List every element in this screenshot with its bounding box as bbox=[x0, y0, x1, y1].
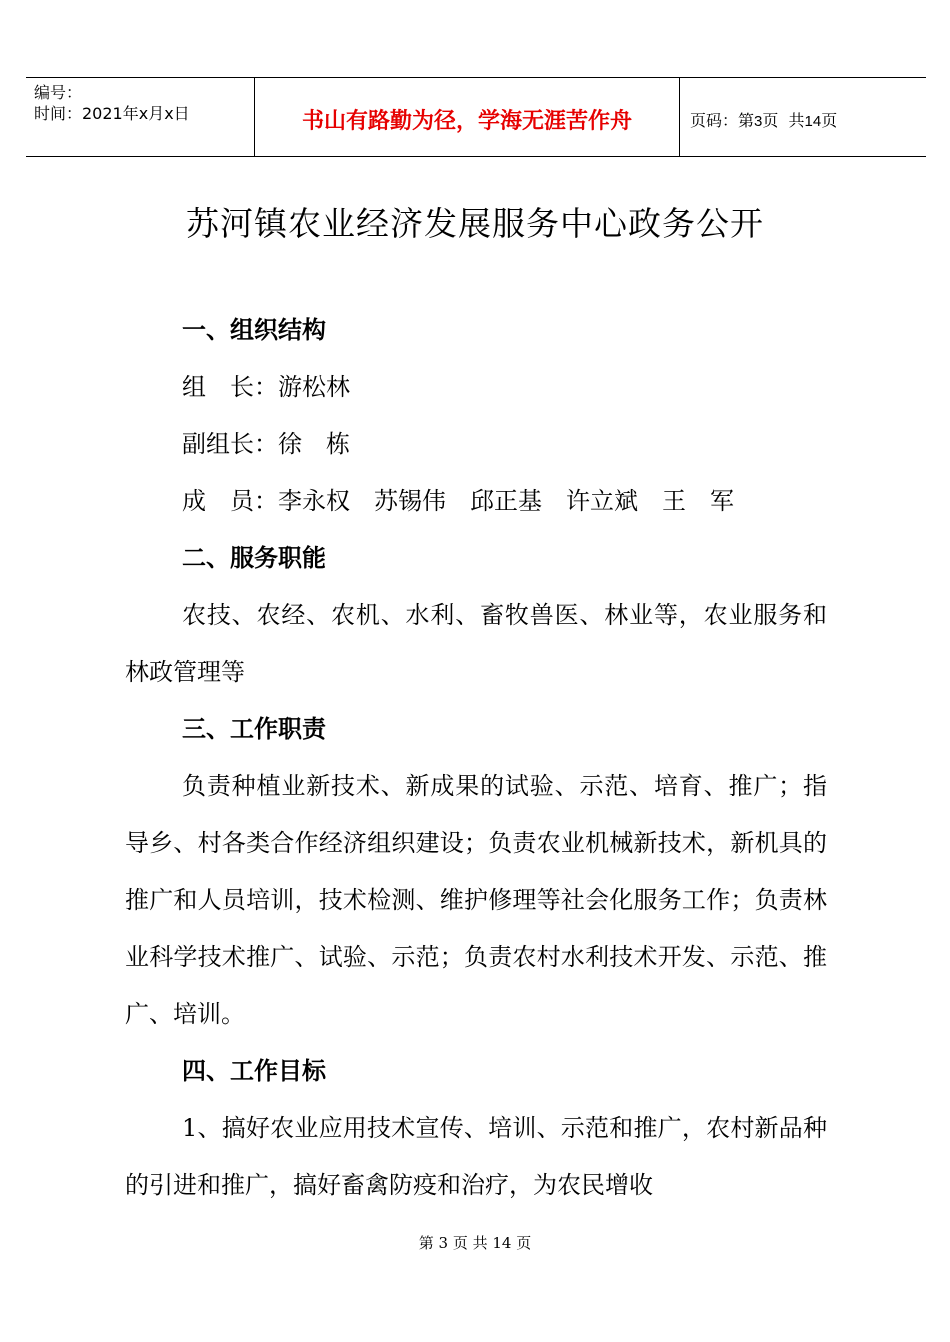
time-label: 时间：2021年x月x日 bbox=[34, 104, 190, 123]
page-suffix: 页 bbox=[821, 111, 838, 130]
leader-line: 组 长：游松林 bbox=[182, 373, 350, 401]
header-divider bbox=[679, 78, 680, 156]
members-line: 成 员：李永权 苏锡伟 邱正基 许立斌 王 军 bbox=[182, 487, 734, 515]
section-heading: 四、工作目标 bbox=[182, 1057, 326, 1085]
document-body bbox=[125, 302, 827, 1214]
section-heading: 三、工作职责 bbox=[182, 715, 326, 743]
deputy-line: 副组长：徐 栋 bbox=[182, 430, 350, 458]
header-meta bbox=[34, 82, 190, 124]
section-paragraph: 负责种植业新技术、新成果的试验、示范、培育、推广；指导乡、村各类合作经济组织建设；负责农业机械新技术，新机具的推广和人员培训，技术检测、维护修理等社会化服务工作；负责林业科学技术推广、试验、示范；负责农村水利技术开发、示范、推广、培训。 bbox=[125, 772, 827, 1028]
header-page-info bbox=[690, 108, 837, 131]
section-heading: 一、组织结构 bbox=[182, 316, 326, 344]
section-paragraph: 农技、农经、农机、水利、畜牧兽医、林业等，农业服务和林政管理等 bbox=[125, 601, 827, 686]
page-prefix: 页码：第 bbox=[690, 111, 755, 130]
number-label: 编号： bbox=[34, 83, 83, 102]
section-heading: 二、服务职能 bbox=[182, 544, 326, 572]
page-total: 14 bbox=[804, 113, 822, 130]
document-title: 苏河镇农业经济发展服务中心政务公开 bbox=[186, 204, 764, 243]
page-current: 3 bbox=[754, 113, 763, 130]
header-motto: 书山有路勤为径，学海无涯苦作舟 bbox=[301, 109, 632, 134]
page-mid: 页 共 bbox=[762, 111, 805, 130]
page-footer: 第 3 页 共 14 页 bbox=[418, 1234, 532, 1252]
document-header bbox=[26, 77, 926, 157]
section-paragraph: 1、搞好农业应用技术宣传、培训、示范和推广，农村新品种的引进和推广，搞好畜禽防疫和治疗，为农民增收 bbox=[125, 1114, 827, 1199]
